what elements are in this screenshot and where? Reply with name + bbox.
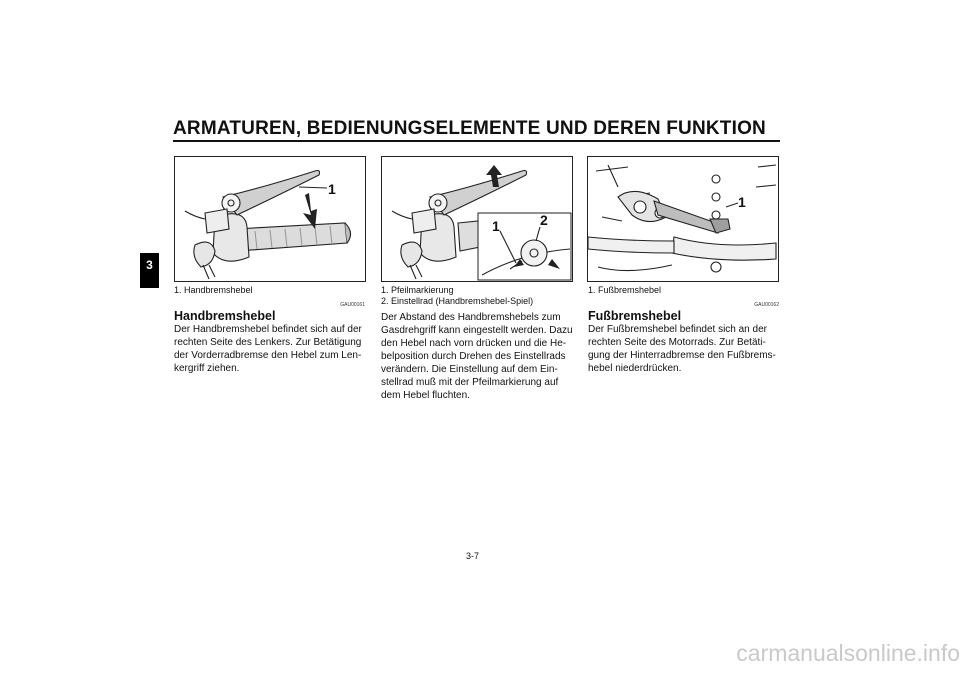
- body-line: Der Handbremshebel befindet sich auf der: [174, 324, 362, 335]
- figure-callout-2: 2: [540, 212, 548, 228]
- body-line: dem Hebel fluchten.: [381, 390, 470, 401]
- section-body: [588, 323, 776, 375]
- body-line: belposition durch Drehen des Einstellrads: [381, 351, 566, 362]
- body-line: Der Fußbremshebel befindet sich an der: [588, 324, 767, 335]
- body-line: hebel niederdrücken.: [588, 363, 682, 374]
- figure-callout-1: 1: [738, 194, 746, 210]
- section-body: [381, 311, 573, 402]
- title-rule: [173, 140, 780, 142]
- body-line: rechten Seite des Motorrads. Zur Betäti-: [588, 337, 766, 348]
- chapter-tab: 3: [140, 253, 159, 288]
- body-line: der Vorderradbremse den Hebel zum Len-: [174, 350, 362, 361]
- reference-code: GAU00161: [340, 302, 365, 308]
- figure-lever-adjustment: [381, 156, 573, 282]
- page-number: 3-7: [466, 551, 480, 561]
- body-line: kergriff ziehen.: [174, 363, 240, 374]
- body-line: rechten Seite des Lenkers. Zur Betätigung: [174, 337, 362, 348]
- body-line: verändern. Die Einstellung auf dem Ein-: [381, 364, 558, 375]
- figure-caption: 1. Fußbremshebel: [588, 285, 662, 295]
- figure-hand-brake-lever: [174, 156, 366, 282]
- section-heading: Fußbremshebel: [588, 309, 682, 323]
- body-line: Gasdrehgriff kann eingestellt werden. Dazu: [381, 325, 573, 336]
- figure-foot-brake-lever: [587, 156, 779, 282]
- body-line: stellrad muß mit der Pfeilmarkierung auf: [381, 377, 559, 388]
- reference-code: GAU00162: [754, 302, 779, 308]
- figure-caption: 1. Handbremshebel: [174, 285, 253, 295]
- watermark: carmanualsonline.info: [736, 640, 960, 666]
- figure-caption: 1. Pfeilmarkierung: [381, 285, 454, 295]
- body-line: den Hebel nach vorn drücken und die He-: [381, 338, 567, 349]
- page-title: ARMATUREN, BEDIENUNGSELEMENTE UND DEREN FUNKTION: [173, 118, 766, 139]
- section-body: [174, 323, 362, 375]
- figure-callout-1: 1: [492, 218, 500, 234]
- section-heading: Handbremshebel: [174, 309, 276, 323]
- figure-callout-1: 1: [328, 181, 336, 197]
- body-line: gung der Hinterradbremse den Fußbrems-: [588, 350, 776, 361]
- figure-caption: 2. Einstellrad (Handbremshebel-Spiel): [381, 296, 534, 306]
- body-line: Der Abstand des Handbremshebels zum: [381, 312, 561, 323]
